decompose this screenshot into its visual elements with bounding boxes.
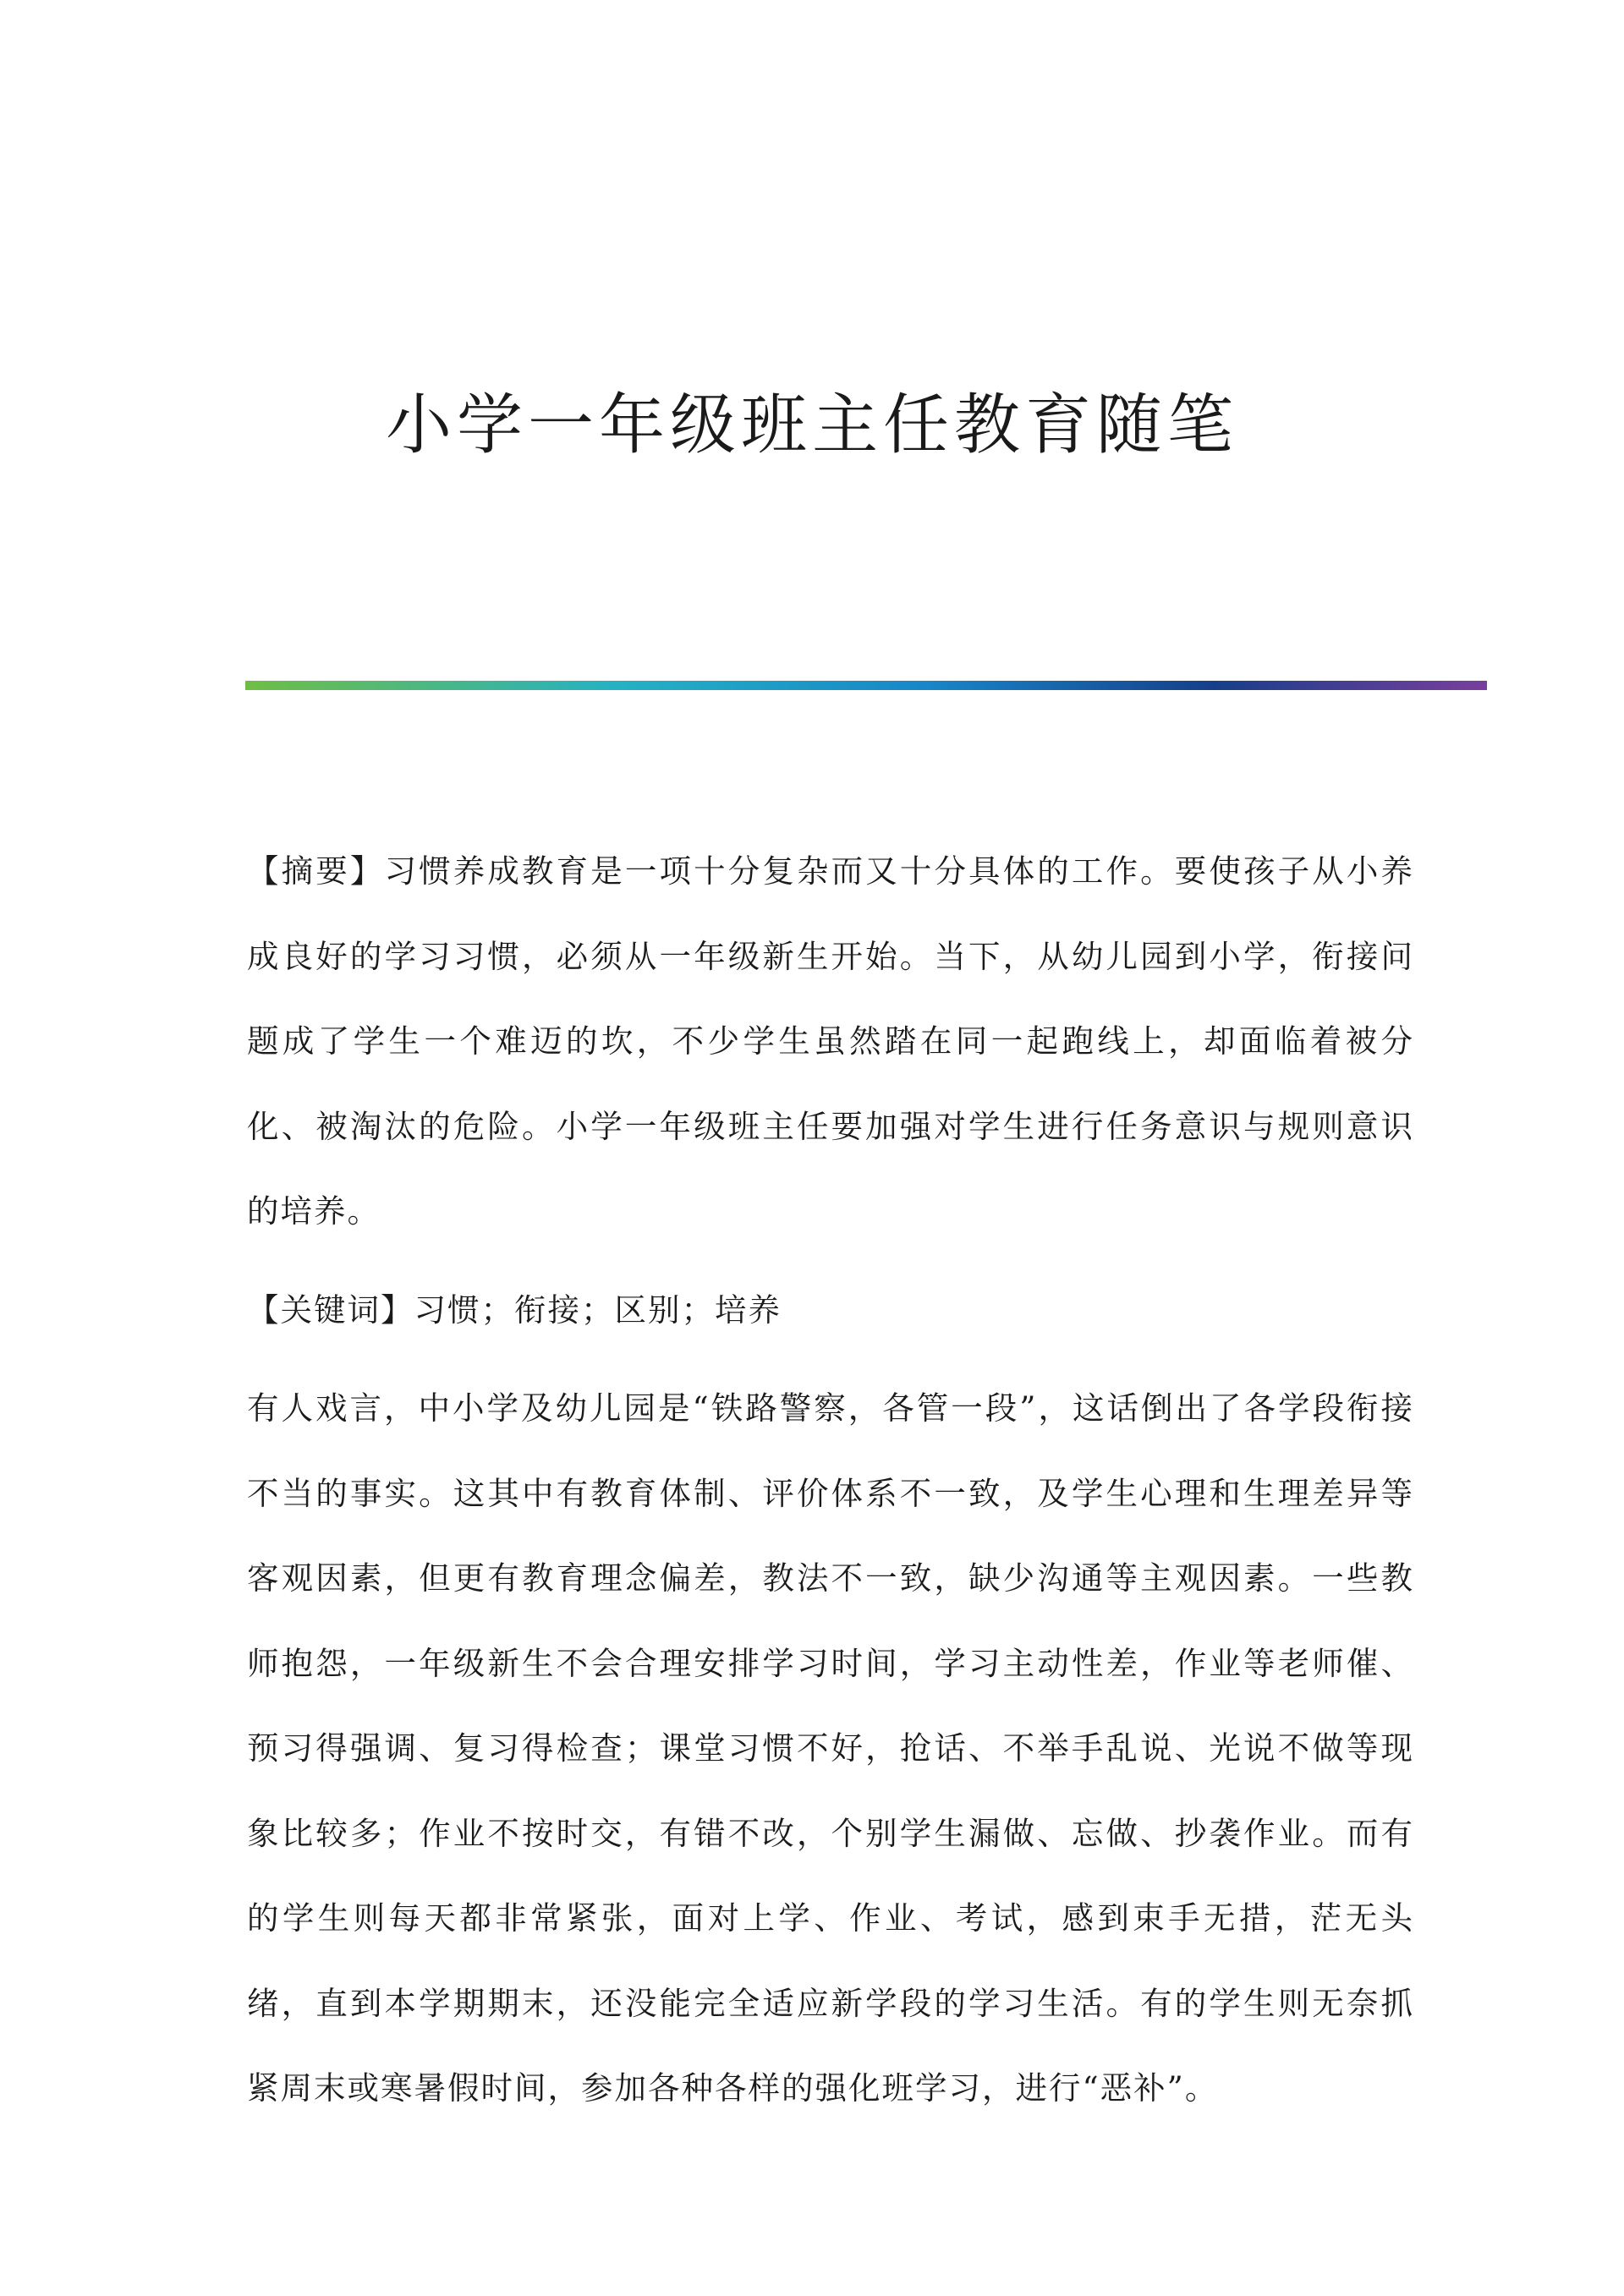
abstract-label: 【摘要】 <box>247 852 385 890</box>
document-body <box>247 829 1414 2145</box>
body-paragraph: 有人戏言，中小学及幼儿园是“铁路警察，各管一段”，这话倒出了各学段衔接不当的事实。这其中有教育体制、评价体系不一致，及学生心理和生理差异等客观因素，但更有教育理念偏差，教法不一致，缺少沟通等主观因素。一些教师抱怨，一年级新生不会合理安排学习时间，学习主动性差，作业等老师催、预习得强调、复习得检查；课堂习惯不好，抢话、不举手乱说、光说不做等现象比较多；作业不按时交，有错不改，个别学生漏做、忘做、抄袭作业。而有的学生则每天都非常紧张，面对上学、作业、考试，感到束手无措，茫无头绪，直到本学期期末，还没能完全适应新学段的学习生活。有的学生则无奈抓紧周末或寒暑假时间，参加各种各样的强化班学习，进行“恶补”。 <box>247 1389 1414 2107</box>
abstract-paragraph <box>247 829 1414 1254</box>
abstract-text: 习惯养成教育是一项十分复杂而又十分具体的工作。要使孩子从小养成良好的学习习惯，必须从一年级新生开始。当下，从幼儿园到小学，衔接问题成了学生一个难迈的坎，不少学生虽然踏在同一起跑线上，却面临着被分化、被淘汰的危险。小学一年级班主任要加强对学生进行任务意识与规则意识的培养。 <box>247 852 1415 1230</box>
document-title: 小学一年级班主任教育随笔 <box>385 387 1238 463</box>
title-divider <box>245 681 1487 690</box>
keywords-label: 【关键词】 <box>247 1290 414 1329</box>
keywords-text: 习惯；衔接；区别；培养 <box>414 1290 782 1329</box>
keywords-paragraph <box>247 1268 1414 1353</box>
